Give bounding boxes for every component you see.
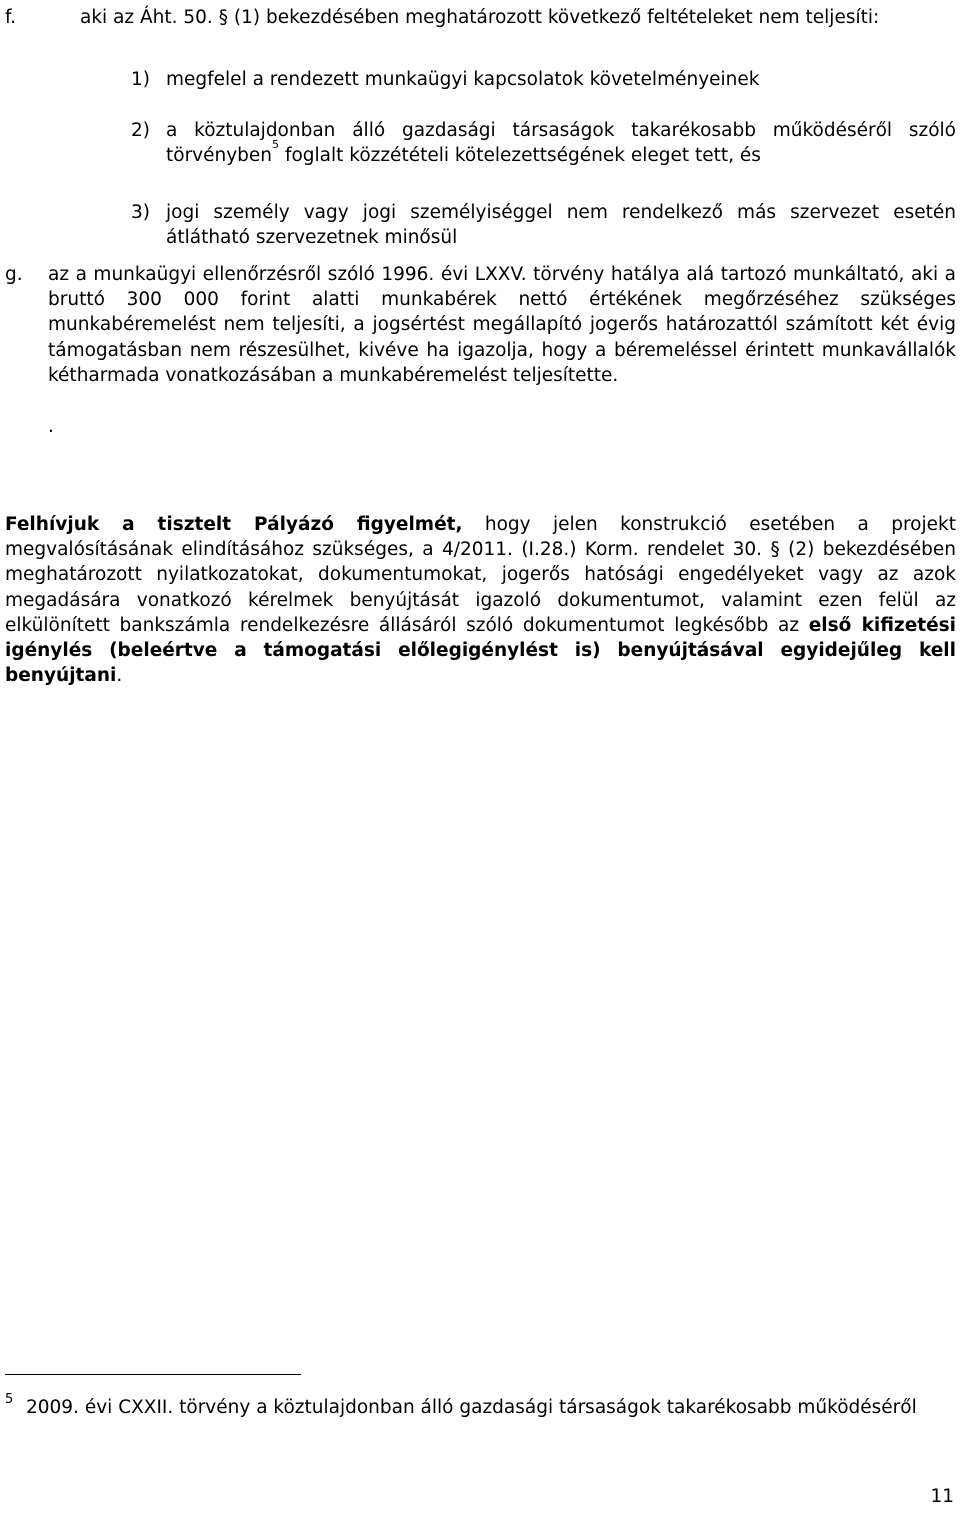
notice-paragraph: Felhívjuk a tisztelt Pályázó figyelmét, hogy jelen konstrukció esetében a projekt megvalósításának elindításához szükséges, a 4/2011. (I.28.) Korm. rendelet 30. § (2) bekezdésében meghatározott nyilatkozatokat, dokumentumokat, jogerős hatósági engedélyeket vagy az azok megadására vonatkozó kérelmek benyújtását igazoló dokumentumot, valamint ezen felül az elkülönített bankszámla rendelkezésre állásáról szóló dokumentumot legkésőbb az első kifizetési igénylés (beleértve a támogatási előlegigénylést is) benyújtásával egyidejűleg kell benyújtani. — [5, 514, 956, 687]
notice-bold-tail: első kifizetési igénylés (beleértve a támogatási előlegigénylést is) benyújtásával egyidejűleg kell benyújtani — [5, 614, 956, 687]
footnote-reference[interactable]: 5 — [272, 138, 280, 152]
subitem-1-number: 1) — [131, 69, 150, 90]
subitem-3-number: 3) — [131, 202, 150, 223]
stray-period: . — [48, 416, 54, 437]
footnote-text: 2009. évi CXXII. törvény a köztulajdonban álló gazdasági társaságok takarékosabb működéséről — [26, 1397, 917, 1418]
section-sign: § — [218, 7, 228, 28]
item-f-text: aki az Áht. 50. § (1) bekezdésében meghatározott következő feltételeket nem teljesíti: — [80, 7, 880, 28]
footnote-number: 5 — [5, 1392, 14, 1407]
item-g-text: az a munkaügyi ellenőrzésről szóló 1996. évi LXXV. törvény hatálya alá tartozó munkáltató, aki a bruttó 300 000 forint alatti munkabérek nettó értékének megőrzéséhez szükséges munkabéremelést nem teljesíti, a jogsértést megállapító jogerős határozattól számított két évig támogatásban nem részesülhet, kivéve ha igazolja, hogy a béremeléssel érintett munkavállalók kétharmada vonatkozásában a munkabéremelést teljesítette. — [48, 264, 956, 386]
subitem-2-text: a köztulajdonban álló gazdasági társaságok takarékosabb működéséről szóló törvényben$^5$ foglalt közzétételi kötelezettségének eleget tett, és — [166, 120, 956, 167]
notice-bold-lead: Felhívjuk a tisztelt Pályázó figyelmét, — [5, 514, 463, 535]
footnote-separator — [5, 1374, 301, 1375]
subitem-2-number: 2) — [131, 120, 150, 141]
item-g-marker: g. — [5, 264, 23, 285]
page-number: 11 — [930, 1486, 954, 1507]
section-sign: § — [770, 539, 780, 561]
item-f-marker: f. — [5, 7, 17, 28]
subitem-3-text: jogi személy vagy jogi személyiséggel nem rendelkező más szervezet esetén átlátható szervezetnek minősül — [166, 202, 956, 249]
subitem-1-text: megfelel a rendezett munkaügyi kapcsolatok követelményeinek — [166, 69, 760, 90]
